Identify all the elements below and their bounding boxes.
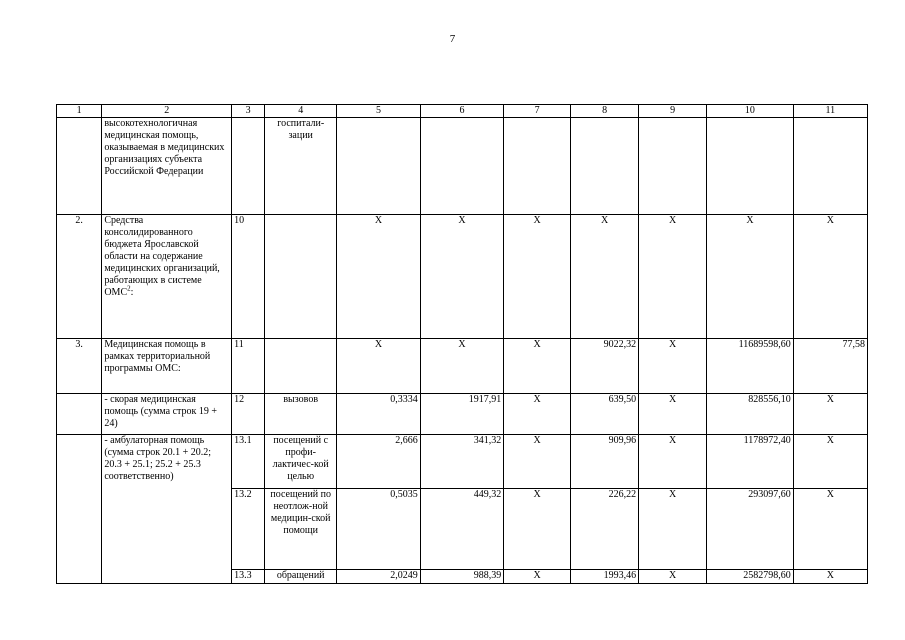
value-cell: Х [639,489,707,570]
budget-table [56,104,868,584]
value-cell: Х [504,570,571,584]
row-number-cell: 3. [57,339,102,394]
value-cell: Х [793,435,867,489]
line-code-cell [232,118,265,215]
unit-cell: госпитали-зации [265,118,337,215]
header-cell: 2 [102,105,232,118]
value-cell: 0,3334 [337,394,420,435]
value-cell: Х [504,339,571,394]
unit-cell [265,215,337,339]
row-label-cell: - скорая медицинская помощь (сумма строк 19 + 24) [102,394,232,435]
value-cell: 2582798,60 [707,570,794,584]
value-cell: 0,5035 [337,489,420,570]
header-cell: 1 [57,105,102,118]
value-cell: 828556,10 [707,394,794,435]
value-cell: Х [504,215,571,339]
line-code-cell: 13.1 [232,435,265,489]
line-code-cell: 12 [232,394,265,435]
table-row-oms-program [57,339,868,394]
value-cell: Х [504,489,571,570]
value-cell [420,118,503,215]
value-cell: Х [639,339,707,394]
line-code-cell: 13.2 [232,489,265,570]
header-cell: 5 [337,105,420,118]
page-number: 7 [449,33,456,45]
row-label-cell: Медицинская помощь в рамках территориальной программы ОМС: [102,339,232,394]
value-cell [639,118,707,215]
header-cell: 11 [793,105,867,118]
value-cell: 341,32 [420,435,503,489]
row-number-cell [57,118,102,215]
value-cell: Х [639,435,707,489]
table-row-preventive-visits [57,435,868,489]
value-cell: Х [571,215,639,339]
footnote-mark: 2 [127,284,131,293]
header-cell: 4 [265,105,337,118]
value-cell [707,118,794,215]
value-cell: Х [639,215,707,339]
row-label-cell: высокотехнологичная медицинская помощь, оказываемая в медицинских организациях субъекта Российской Федерации [102,118,232,215]
value-cell: 988,39 [420,570,503,584]
value-cell: Х [504,394,571,435]
value-cell: 2,666 [337,435,420,489]
header-cell: 8 [571,105,639,118]
value-cell: Х [504,435,571,489]
value-cell: Х [639,570,707,584]
value-cell: Х [337,215,420,339]
unit-cell: обращений [265,570,337,584]
header-row [57,105,868,118]
row-label-cell [102,215,232,339]
value-cell: Х [793,394,867,435]
value-cell: Х [420,339,503,394]
value-cell: Х [793,570,867,584]
row-label-suffix: : [130,287,134,298]
value-cell: 1178972,40 [707,435,794,489]
unit-cell: посещений по неотлож-ной медицин-ской помощи [265,489,337,570]
value-cell: 9022,32 [571,339,639,394]
table-row-ambulance [57,394,868,435]
line-code-cell: 13.3 [232,570,265,584]
value-cell [571,118,639,215]
value-cell: Х [420,215,503,339]
value-cell: 1993,46 [571,570,639,584]
value-cell: 226,22 [571,489,639,570]
value-cell [337,118,420,215]
header-cell: 7 [504,105,571,118]
unit-cell [265,339,337,394]
line-code-cell: 11 [232,339,265,394]
value-cell: 2,0249 [337,570,420,584]
value-cell: Х [793,215,867,339]
value-cell: 77,58 [793,339,867,394]
value-cell: 293097,60 [707,489,794,570]
value-cell: Х [793,489,867,570]
header-cell: 10 [707,105,794,118]
unit-cell: посещений с профи-лактичес-кой целью [265,435,337,489]
row-label-text: Средства консолидированного бюджета Ярославской области на содержание медицинских организаций, работающих в системе ОМС [104,215,220,298]
row-number-cell: 2. [57,215,102,339]
unit-cell: вызовов [265,394,337,435]
header-cell: 9 [639,105,707,118]
value-cell [793,118,867,215]
value-cell: 11689598,60 [707,339,794,394]
header-cell: 6 [420,105,503,118]
value-cell: Х [707,215,794,339]
line-code-cell: 10 [232,215,265,339]
table-row-high-tech-care [57,118,868,215]
header-cell: 3 [232,105,265,118]
value-cell: Х [337,339,420,394]
value-cell: 449,32 [420,489,503,570]
row-number-cell [57,435,102,584]
row-number-cell [57,394,102,435]
value-cell [504,118,571,215]
row-label-cell-outpatient: - амбулаторная помощь (сумма строк 20.1 + 20.2; 20.3 + 25.1; 25.2 + 25.3 соответственно) [102,435,232,584]
value-cell: 1917,91 [420,394,503,435]
value-cell: Х [639,394,707,435]
value-cell: 639,50 [571,394,639,435]
table-row-consolidated-budget [57,215,868,339]
value-cell: 909,96 [571,435,639,489]
